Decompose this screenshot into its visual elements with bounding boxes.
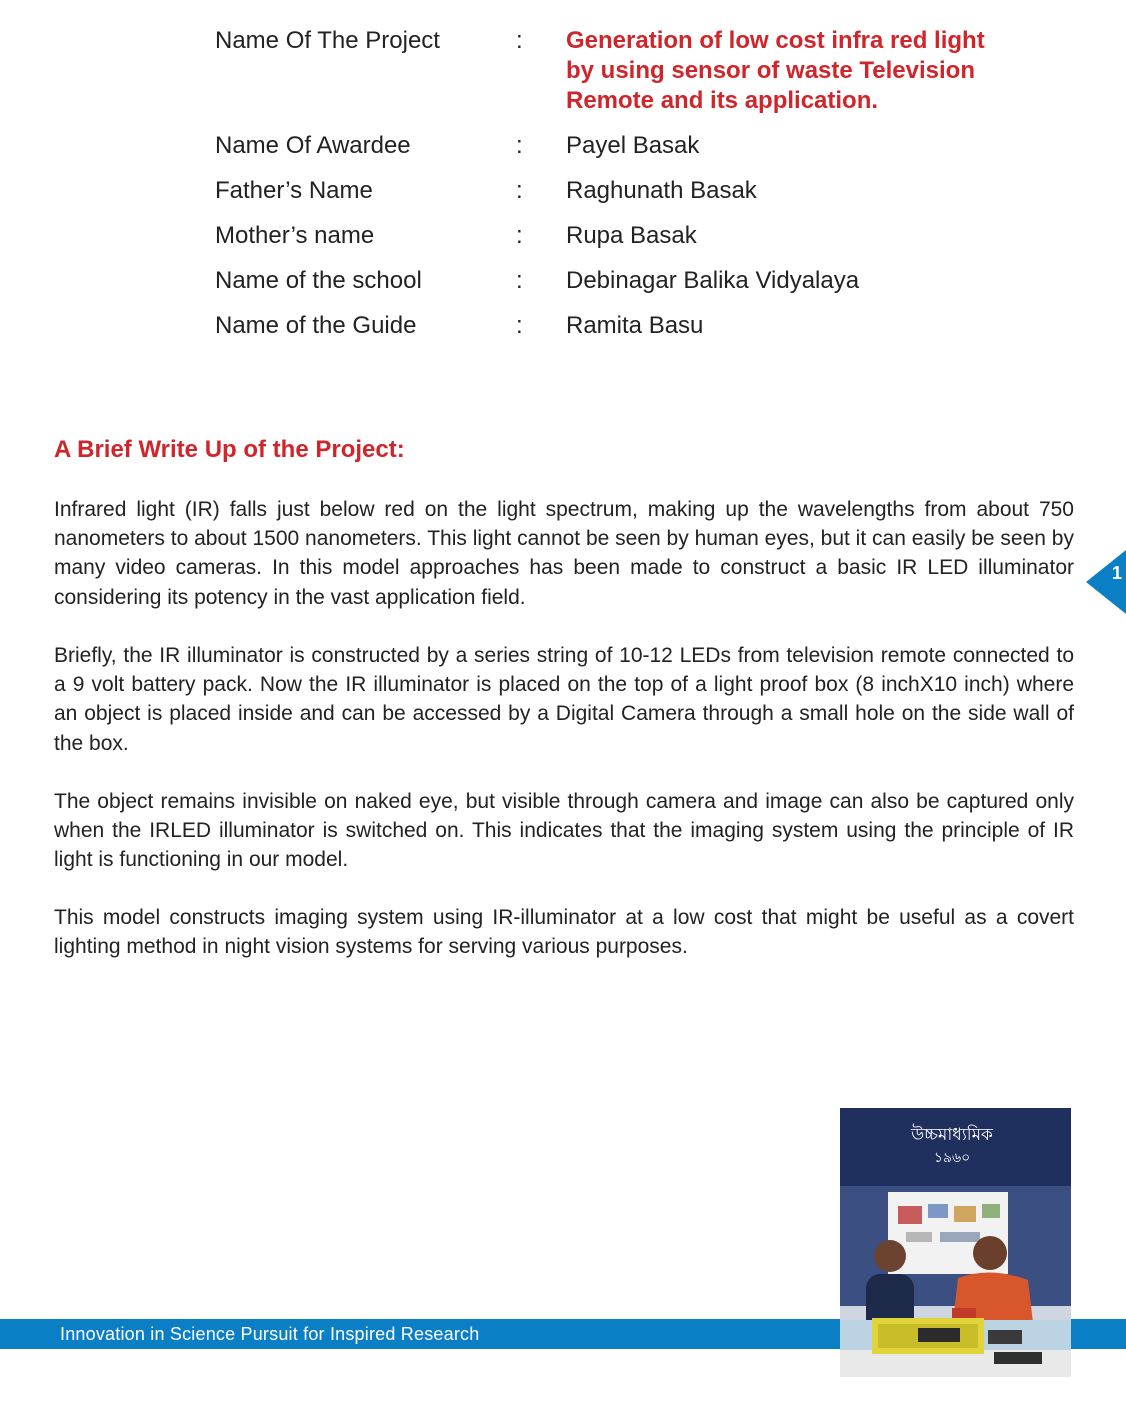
- detail-label: Name Of Awardee: [215, 132, 411, 159]
- detail-colon: :: [516, 27, 523, 54]
- page-tab-number: 1: [1111, 563, 1122, 583]
- paragraph-3: The object remains invisible on naked eye, but visible through camera and image can also be captured only when the IRLED illuminator is switched on. This indicates that the imaging system using the principle of IR light is functioning in our model.: [54, 790, 1074, 872]
- footer-tagline: Innovation in Science Pursuit for Inspired Research: [60, 1324, 480, 1344]
- detail-value: Debinagar Balika Vidyalaya: [566, 267, 860, 294]
- project-title-line: Remote and its application.: [566, 87, 879, 114]
- paragraph-1: Infrared light (IR) falls just below red on the light spectrum, making up the wavelengths from about 750 nanometers to about 1500 nanometers. This light cannot be seen by human eyes, but it can easily be seen by many video cameras. In this model approaches has been made to construct a basic IR LED illuminator considering its potency in the vast application field.: [54, 498, 1074, 609]
- banner-text-line-1: উচ্চমাধ্যমিক: [911, 1125, 993, 1145]
- project-title-line: Generation of low cost infra red light: [566, 27, 985, 54]
- detail-label: Father’s Name: [215, 177, 373, 204]
- detail-colon: :: [516, 222, 523, 249]
- section-title: A Brief Write Up of the Project:: [54, 436, 405, 463]
- detail-colon: :: [516, 312, 523, 339]
- detail-colon: :: [516, 177, 523, 204]
- detail-value: Ramita Basu: [566, 312, 704, 339]
- detail-label: Name of the Guide: [215, 312, 417, 339]
- detail-colon: :: [516, 132, 523, 159]
- paragraph-2: Briefly, the IR illuminator is constructed by a series string of 10-12 LEDs from television remote connected to a 9 volt battery pack. Now the IR illuminator is placed on the top of a light proof box (8 inchX10 inch) where an object is placed inside and can be accessed by a Digital Camera through a small hole on the side wall of the box.: [54, 644, 1074, 755]
- detail-label: Mother’s name: [215, 222, 375, 249]
- detail-label: Name Of The Project: [215, 27, 440, 54]
- project-title-line: by using sensor of waste Television: [566, 57, 975, 84]
- detail-label: Name of the school: [215, 267, 422, 294]
- paragraph-4: This model constructs imaging system using IR-illuminator at a low cost that might be useful as a covert lighting method in night vision systems for serving various purposes.: [54, 906, 1074, 959]
- detail-value: Raghunath Basak: [566, 177, 757, 204]
- banner-text-line-2: ১৯৬০: [933, 1150, 971, 1166]
- detail-value: Payel Basak: [566, 132, 700, 159]
- detail-value: Rupa Basak: [566, 222, 697, 249]
- project-title: [566, 26, 1066, 116]
- exhibition-photo: [840, 1108, 1071, 1377]
- detail-colon: :: [516, 267, 523, 294]
